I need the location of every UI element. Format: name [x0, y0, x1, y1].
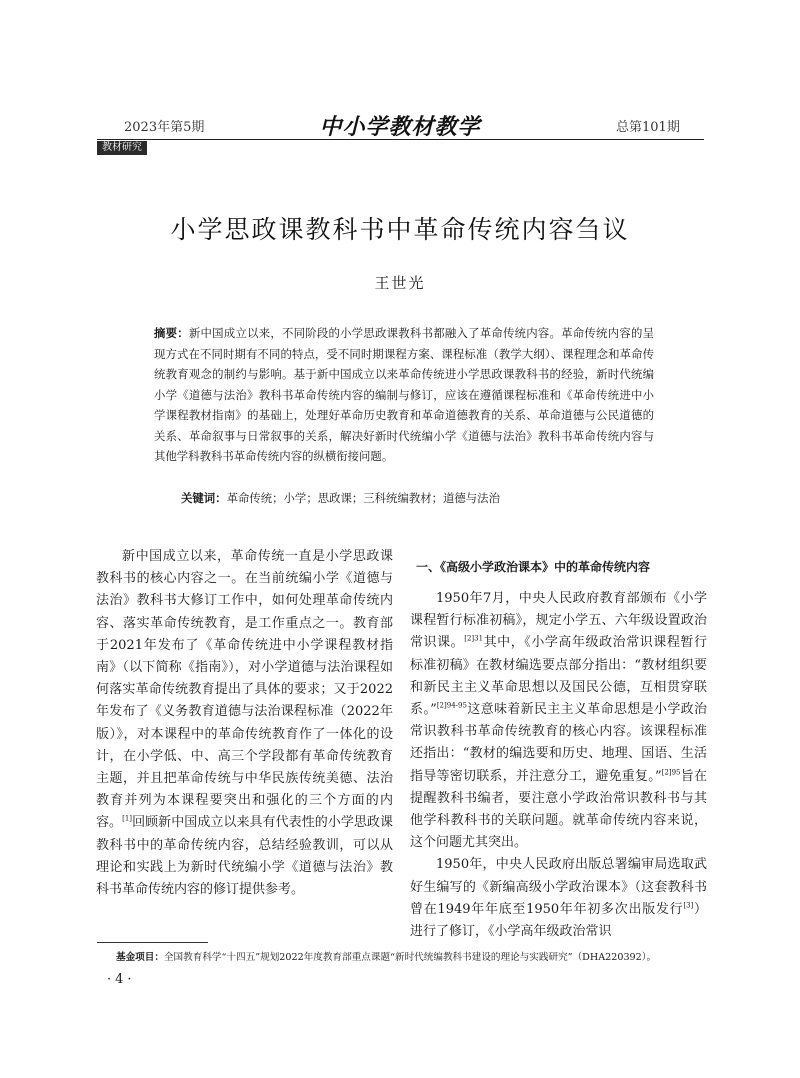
header-issue-right: 总第101期	[616, 120, 680, 135]
body-paragraph: 1950年7月，中央人民政府教育部颁布《小学课程暂行标准初稿》，规定小学五、六年级设置政治常识课。$^{[2]31}$其中，《小学高年级政治常识课程暂行标准初稿》在教材编选要点部分指出：“教材组织要和新民主主义革命思想以及国民公德，互相贯穿联系。”$^{[2]94-95}$这意味着新民主主义革命思想是小学政治常识教科书革命传统教育的核心内容。该课程标准还指出：“教材的编选要和历史、地理、国语、生活指导等密切联系，并注意分工，避免重复。”$^{[2]95}$旨在提醒教科书编者，要注意小学政治常识教科书与其他学科教科书的关联问题。就革命传统内容来说，这个问题尤其突出。	[410, 591, 707, 851]
citation: [2]95	[661, 768, 681, 777]
footnote	[116, 951, 716, 965]
citation: [1]	[122, 815, 133, 824]
right-column	[410, 588, 707, 943]
keywords-label: 关键词：	[181, 491, 227, 505]
citation: [2]31	[464, 635, 484, 644]
footnote-text: 全国教育科学“十四五”规划2022年度教育部重点课题“新时代统编教科书建设的理论与实践研究”（DHA220392）。	[163, 952, 657, 963]
section-tag: 教材研究	[97, 141, 147, 155]
abstract	[154, 323, 654, 467]
journal-logo: 中小学教材教学	[319, 114, 481, 140]
body-paragraph: 1950年，中央人民政府出版总署编审局选取武好生编写的《新编高级小学政治课本》（这套教科书曾在1949年年底至1950年年初多次出版发行[3]）进行了修订，《小学高年级政治常识	[410, 857, 707, 940]
page-number: ·4·	[107, 972, 136, 987]
keywords	[181, 488, 661, 508]
header-rule	[97, 139, 704, 140]
author-name: 王世光	[374, 274, 426, 292]
intro-paragraph: 新中国成立以来，革命传统一直是小学思政课教科书的核心内容之一。在当前统编小学《道德与法治》教科书大修订工作中，如何处理革命传统内容、落实革命传统教育，是工作重点之一。教育部于2021年发布了《革命传统进中小学课程教材指南》（以下简称《指南》），对小学道德与法治课程如何落实革命传统教育提出了具体的要求；又于2022年发布了《义务教育道德与法治课程标准（2022年版）》，对本课程中的革命传统教育作了一体化的设计，在小学低、中、高三个学段都有革命传统教育主题，并且把革命传统与中华民族传统美德、法治教育并列为本课程要突出和强化的三个方面的内容。[1]回顾新中国成立以来具有代表性的小学思政课教科书中的革命传统内容，总结经验教训，可以从理论和实践上为新时代统编小学《道德与法治》教科书革命传统内容的修订提供参考。	[96, 549, 393, 898]
section-heading: 一、《高级小学政治课本》中的革命传统内容	[416, 560, 651, 574]
header-issue-left: 2023年第5期	[124, 120, 205, 135]
citation: [2]94-95	[436, 701, 467, 710]
article-title: 小学思政课教科书中革命传统内容刍议	[170, 215, 630, 244]
citation: [3]	[683, 901, 694, 910]
abstract-label: 摘要：	[154, 326, 189, 340]
left-column	[96, 546, 393, 901]
footnote-rule	[97, 942, 208, 943]
abstract-text: 新中国成立以来，不同阶段的小学思政课教科书都融入了革命传统内容。革命传统内容的呈现方式在不同时期有不同的特点，受不同时期课程方案、课程标准（教学大纲）、课程理念和革命传统教育观念的制约与影响。基于新中国成立以来革命传统进小学思政课教科书的经验，新时代统编小学《道德与法治》教科书革命传统内容的编制与修订，应该在遵循课程标准和《革命传统进中小学课程教材指南》的基础上，处理好革命历史教育和革命道德教育的关系、革命道德与公民道德的关系、革命叙事与日常叙事的关系，解决好新时代统编小学《道德与法治》教科书革命传统内容与其他学科教科书革命传统内容的纵横衔接问题。	[154, 326, 654, 463]
keywords-text: 革命传统；小学；思政课；三科统编教材；道德与法治	[226, 491, 500, 505]
footnote-label: 基金项目：	[116, 952, 164, 963]
